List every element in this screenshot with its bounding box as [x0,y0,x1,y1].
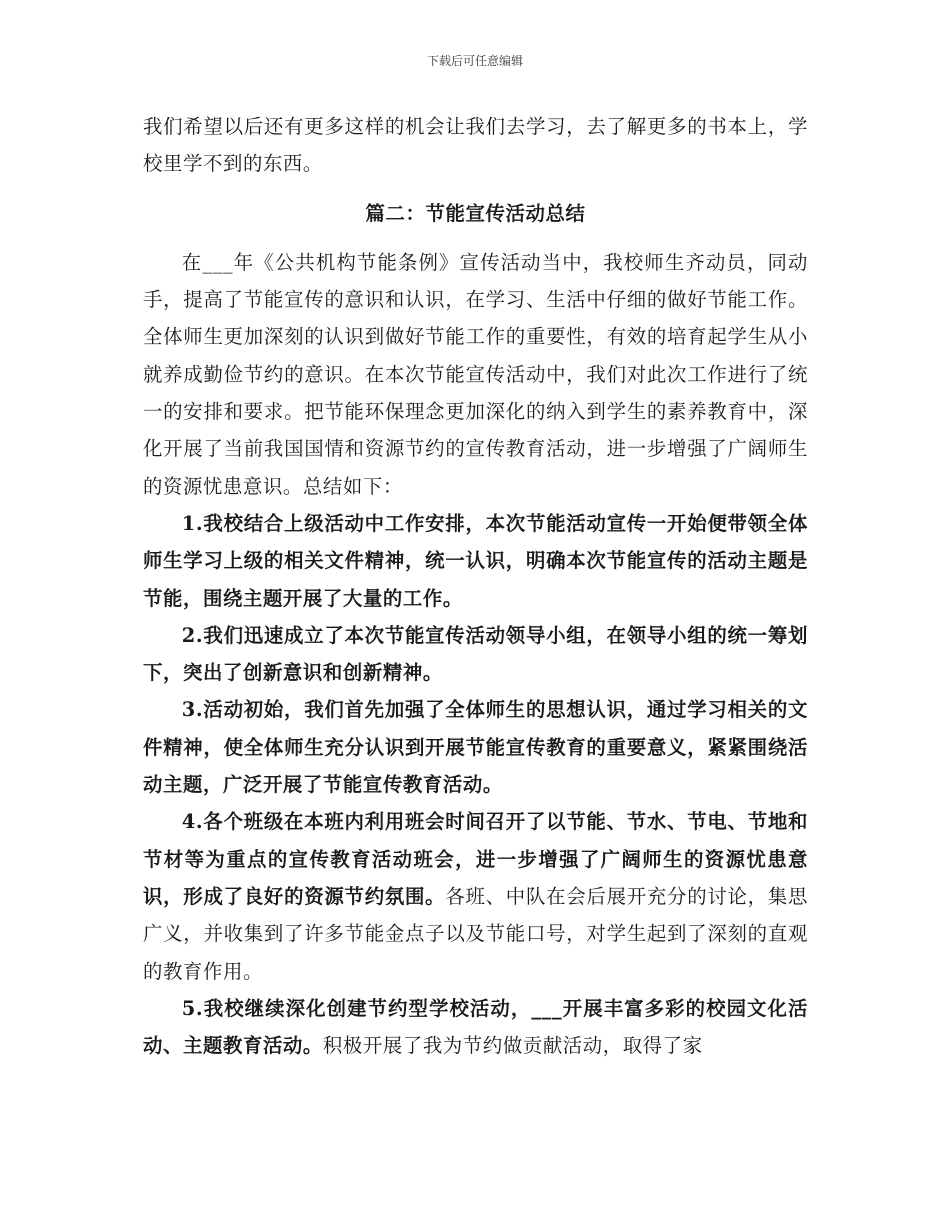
list-item-1: 1.我校结合上级活动中工作安排，本次节能活动宣传一开始便带领全体师生学习上级的相关文件精神，统一认识，明确本次节能宣传的活动主题是节能，围绕主题开展了大量的工作。 [143,511,808,610]
list-item-5-rest: 积极开展了我为节约做贡献活动，取得了家 [322,1034,703,1058]
list-item-2: 2.我们迅速成立了本次节能宣传活动领导小组，在领导小组的统一筹划下，突出了创新意识和创新精神。 [143,623,808,685]
paragraph-intro: 我们希望以后还有更多这样的机会让我们去学习，去了解更多的书本上，学校里学不到的东西。 [143,115,808,176]
document-body [143,108,808,1064]
list-item-3: 3.活动初始，我们首先加强了全体师生的思想认识，通过学习相关的文件精神，使全体师生充分认识到开展节能宣传教育的重要意义，紧紧围绕活动主题，广泛开展了节能宣传教育活动。 [143,698,808,797]
section-title: 篇二：节能宣传活动总结 [365,201,586,225]
list-item-4-rest: 各班、中队在会后展开充分的讨论，集思广义，并收集到了许多节能金点子以及节能口号，对学生起到了深刻的直观的教育作用。 [143,884,808,983]
list-item-4-bold: 4.各个班级在本班内利用班会时间召开了以节能、节水、节电、节地和节材等为重点的宣传教育活动班会，进一步增强了广阔师生的资源忧患意识，形成了良好的资源节约氛围。 [143,810,808,908]
list-item-5 [143,990,808,1065]
page-header: 下载后可任意编辑 [426,54,523,68]
paragraph-summary: 在___年《公共机构节能条例》宣传活动当中，我校师生齐动员，同动手，提高了节能宣传的意识和认识，在学习、生活中仔细的做好节能工作。全体师生更加深刻的认识到做好节能工作的重要性，有效的培育起学生从小就养成勤俭节约的意识。在本次节能宣传活动中，我们对此次工作进行了统一的安排和要求。把节能环保理念更加深化的纳入到学生的素养教育中，深化开展了当前我国国情和资源节约的宣传教育活动，进一步增强了广阔师生的资源忧患意识。总结如下： [143,250,808,498]
list-item-5-bold: 5.我校继续深化创建节约型学校活动，___开展丰富多彩的校园文化活动、主题教育活动。 [143,996,808,1058]
list-item-4 [143,803,808,989]
